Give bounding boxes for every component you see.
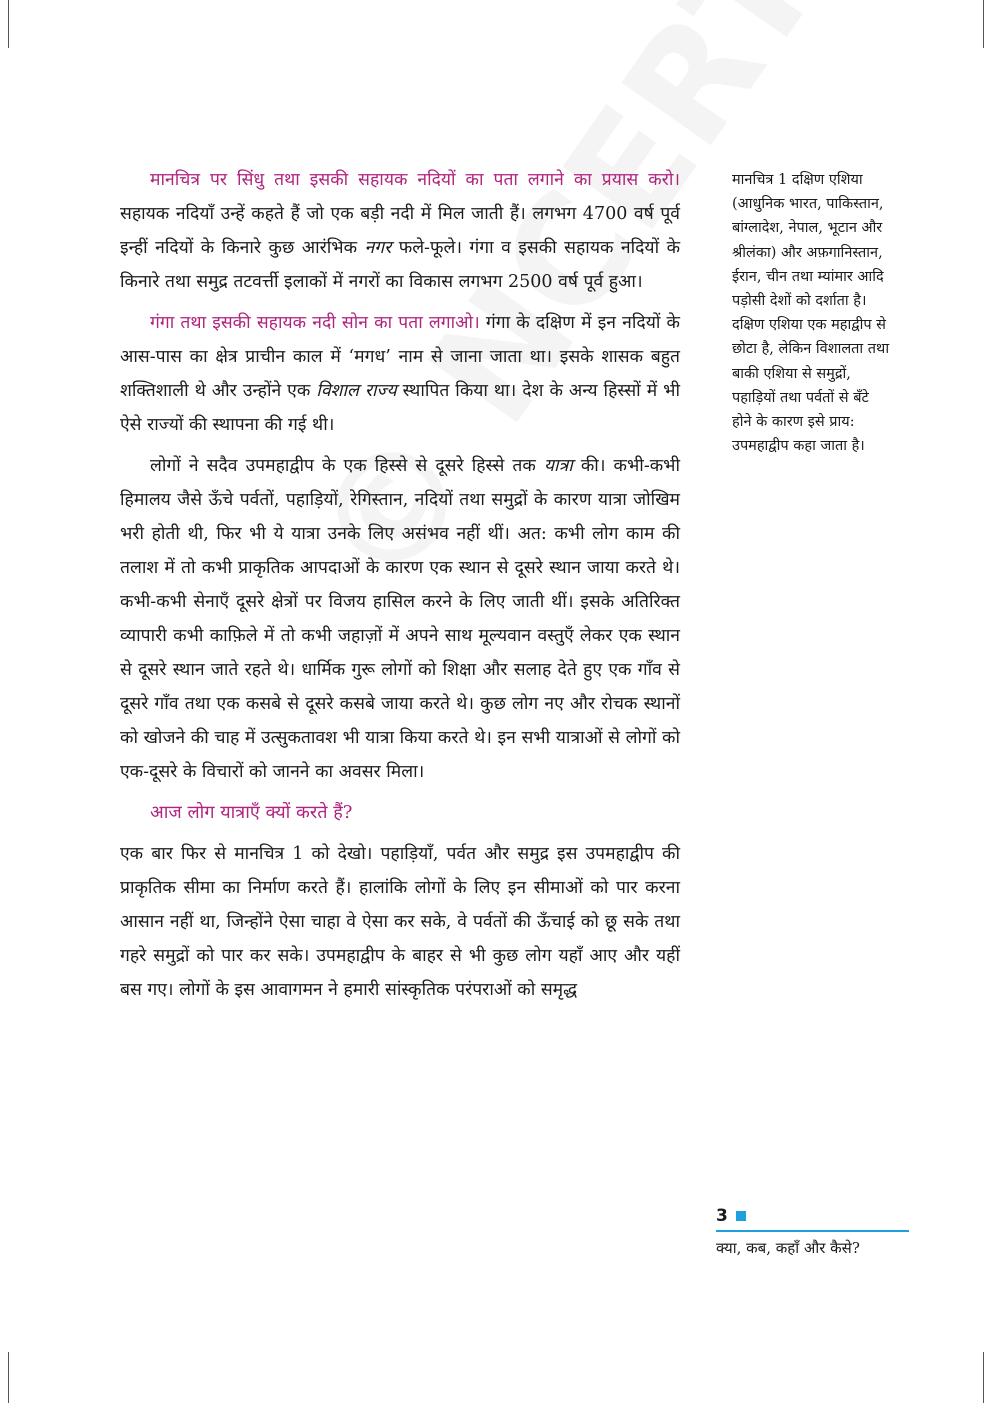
book-title: क्या, कब, कहाँ और कैसे? — [716, 1239, 860, 1257]
section-heading: आज लोग यात्राएँ क्यों करते हैं? — [150, 802, 353, 823]
paragraph-1-text-b: फले-फूले। गंगा व इसकी सहायक नदियों के किनारे तथा समुद्र तटवर्त्ती इलाकों में नगरों का विकास लगभग 2500 वर्ष पूर्व हुआ। — [120, 238, 681, 292]
crop-mark-bottom-left — [8, 1352, 9, 1403]
paragraph-2-text-a: गंगा के दक्षिण में इन नदियों के आस-पास का क्षेत्र प्राचीन काल में ‘मगध’ नाम से जाना जाता था। इसके शासक बहुत शक्तिशाली थे और उन्होंने एक — [120, 313, 680, 401]
activity-prompt-1: मानचित्र पर सिंधु तथा इसकी सहायक नदियों का पता लगाने का प्रयास करो। — [150, 170, 680, 190]
page-number: 3 — [716, 1206, 728, 1226]
crop-mark-top-left — [8, 0, 9, 48]
emphasis-nagar: नगर — [364, 238, 392, 258]
paragraph-2 — [120, 306, 680, 442]
emphasis-vishal-rajya: विशाल राज्य — [316, 381, 397, 401]
crop-mark-top-right — [983, 0, 984, 48]
paragraph-1 — [120, 163, 680, 299]
emphasis-yatra: यात्रा — [543, 456, 573, 476]
main-text — [120, 163, 680, 1014]
square-bullet-icon — [736, 1211, 746, 1221]
activity-prompt-2: गंगा तथा इसकी सहायक नदी सोन का पता लगाओ। — [150, 313, 480, 333]
map-sidenote: मानचित्र 1 दक्षिण एशिया (आधुनिक भारत, पाकिस्तान, बांग्लादेश, नेपाल, भूटान और श्रीलंका) और अफ़गानिस्तान, ईरान, चीन तथा म्यांमार आदि पड़ोसी देशों को दर्शाता है। दक्षिण एशिया एक महाद्वीप से छोटा है, लेकिन विशालता तथा बाकी एशिया से समुद्रों, पहाड़ियों तथा पर्वतों से बँटे होने के कारण इसे प्राय: उपमहाद्वीप कहा जाता है। — [732, 172, 890, 455]
paragraph-1-text-a: सहायक नदियाँ उन्हें कहते हैं जो एक बड़ी नदी में मिल जाती हैं। लगभग 4700 वर्ष पूर्व इन्हीं नदियों के किनारे कुछ आरंभिक — [120, 204, 680, 258]
page-footer — [716, 1205, 909, 1258]
crop-mark-bottom-right — [983, 1352, 984, 1403]
page-number-row — [716, 1205, 909, 1227]
paragraph-3 — [120, 449, 680, 789]
paragraph-3-text-a: लोगों ने सदैव उपमहाद्वीप के एक हिस्से से दूसरे हिस्से तक — [150, 456, 544, 476]
footer-rule — [716, 1230, 909, 1232]
paragraph-3-text-b: की। कभी-कभी हिमालय जैसे ऊँचे पर्वतों, पहाड़ियों, रेगिस्तान, नदियों तथा समुद्रों के कारण यात्रा जोखिम भरी होती थी, फिर भी ये यात्रा उनके लिए असंभव नहीं थीं। अत: कभी लोग काम की तलाश में तो कभी प्राकृतिक आपदाओं के कारण एक स्थान से दूसरे स्थान जाया करते थे। कभी-कभी सेनाएँ दूसरे क्षेत्रों पर विजय हासिल करने के लिए जाती थीं। इसके अतिरिक्त व्यापारी कभी काफ़िले में तो कभी जहाज़ों में अपने साथ मूल्यवान वस्तुएँ लेकर एक स्थान से दूसरे स्थान जाते रहते थे। धार्मिक गुरू लोगों को शिक्षा और सलाह देते हुए एक गाँव से दूसरे गाँव तथा एक कसबे से दूसरे कसबे जाया करते थे। कुछ लोग नए और रोचक स्थानों को खोजने की चाह में उत्सुकतावश भी यात्रा किया करते थे। इन सभी यात्राओं से लोगों को एक-दूसरे के विचारों को जानने का अवसर मिला। — [120, 456, 681, 782]
paragraph-2-text-b: स्थापित किया था। देश के अन्य हिस्सों में भी ऐसे राज्यों की स्थापना की गई थी। — [120, 381, 680, 435]
paragraph-4: एक बार फिर से मानचित्र 1 को देखो। पहाड़ियाँ, पर्वत और समुद्र इस उपमहाद्वीप की प्राकृतिक सीमा का निर्माण करते हैं। हालांकि लोगों के लिए इन सीमाओं को पार करना आसान नहीं था, जिन्होंने ऐसा चाहा वे ऐसा कर सके, वे पर्वतों की ऊँचाई को छू सके तथा गहरे समुद्रों को पार कर सके। उपमहाद्वीप के बाहर से भी कुछ लोग यहाँ आए और यहीं बस गए। लोगों के इस आवागमन ने हमारी सांस्कृतिक परंपराओं को समृद्ध — [120, 844, 680, 1000]
